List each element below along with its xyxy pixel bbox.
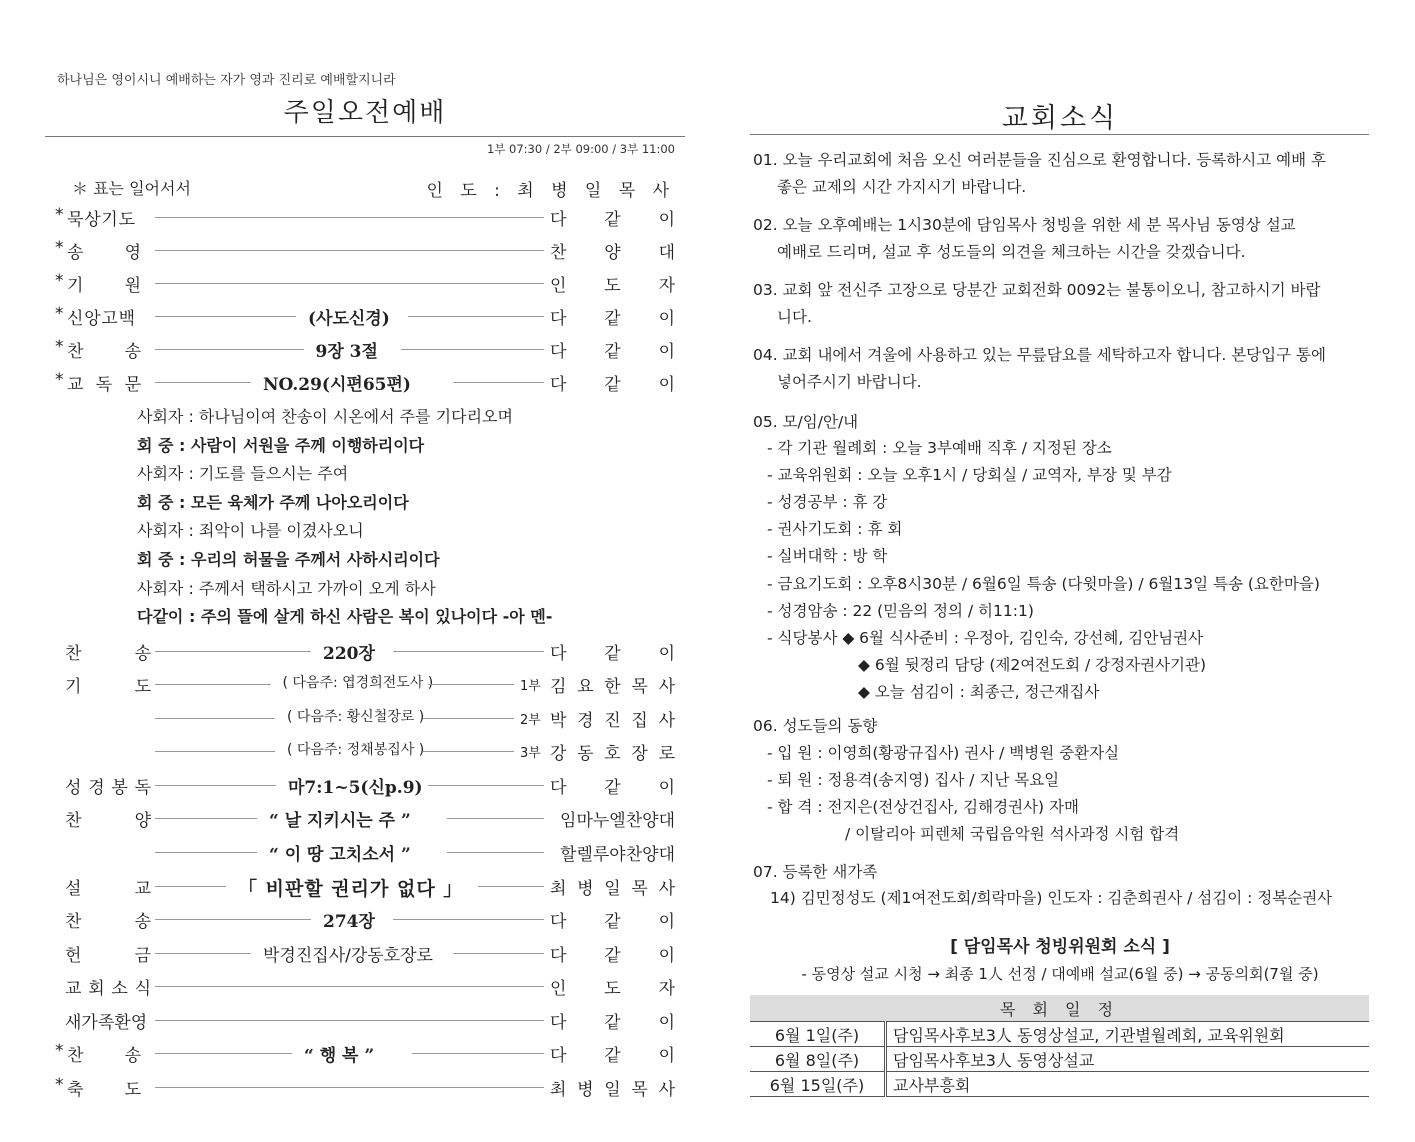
leader-line-text: 사회자 : 하나님이여 찬송이 시온에서 주를 기다리오며 [137, 407, 513, 426]
order-label: 성 경 봉 독 [65, 778, 151, 798]
order-person: 찬 양 대 [550, 243, 675, 263]
order-label: 설 교 [65, 879, 151, 899]
order-row [55, 806, 675, 836]
order-label: * 찬 송 [55, 337, 141, 362]
leader-line [155, 1087, 544, 1088]
order-detail: 박경진집사/강동호장로 [263, 946, 433, 966]
leader-line-text: 사회자 : 주께서 택하시고 가까이 오게 하사 [137, 578, 436, 598]
order-row [55, 370, 675, 400]
leader-line [393, 919, 544, 920]
leader-line [155, 684, 271, 685]
order-person: 다 같 이 [550, 644, 675, 664]
leader-line [412, 1053, 544, 1054]
order-person: 임마누엘찬양대 [560, 811, 675, 831]
leader-line [447, 852, 544, 853]
n06-extra: / 이탈리아 피렌체 국립음악원 석사과정 시험 합격 [845, 825, 1180, 843]
order-label: * 신 앙 고 백 [55, 304, 135, 329]
order-person: 다 같 이 [550, 210, 675, 230]
leader-line [155, 316, 296, 317]
leader-label: 인 도 : [426, 181, 506, 201]
order-row [55, 706, 675, 736]
worship-leader [426, 176, 675, 201]
order-label: 교 회 소 식 [65, 979, 151, 999]
leader-line-text: 사회자 : 죄악이 나를 이겼사오니 [137, 521, 364, 541]
order-person: 다 같 이 [550, 1046, 675, 1066]
order-detail: NO.29(시편65편) [263, 375, 411, 395]
order-person: 다 같 이 [550, 375, 675, 395]
order-row [55, 304, 675, 334]
congregation-line: 회 중 : 모든 육체가 주께 나아오리이다 [137, 492, 409, 512]
leader-line [155, 349, 304, 350]
order-detail: “ 이 땅 고치소서 ” [269, 845, 411, 865]
leader-line [155, 250, 544, 251]
meeting-item: - 각 기관 월례회 : 오늘 3부예배 직후 / 지정된 장소 [767, 439, 1112, 457]
leader-line [155, 1020, 544, 1021]
leader-line [155, 283, 544, 284]
leader-line [447, 818, 544, 819]
n05-title: 05. 모/임/안/내 [753, 413, 859, 431]
order-row [55, 974, 675, 1004]
schedule-date: 6월 15일(주) [750, 1072, 886, 1097]
news-item [753, 277, 1365, 331]
congregation-line: 회 중 : 우리의 허물을 주께서 사하시리이다 [137, 550, 440, 569]
leader-line [401, 349, 545, 350]
order-row [55, 337, 675, 367]
news-continuation: 넣어주시기 바랍니다. [777, 373, 922, 391]
order-label: * 찬 송 [55, 1041, 141, 1066]
committee-title: [ 담임목사 청빙위원회 소식 ] [950, 937, 1170, 957]
order-person: 다 같 이 [550, 912, 675, 932]
news-item [753, 342, 1365, 396]
order-person: 다 같 이 [550, 946, 675, 966]
schedule-desc: 담임목사후보3人 동영상설교, 기관별월례회, 교육위원회 [886, 1022, 1370, 1047]
leader-line [155, 818, 257, 819]
order-row [55, 271, 675, 301]
meeting-item: - 교육위원회 : 오늘 오후1시 / 당회실 / 교역자, 부장 및 부감 [767, 466, 1172, 485]
schedule-row [750, 1072, 1369, 1097]
order-label: * 기 원 [55, 271, 141, 296]
leader-line [453, 382, 544, 383]
order-row [55, 639, 675, 669]
news-title: 교회소식 [1001, 103, 1119, 134]
meeting-item: - 실버대학 : 방 학 [767, 547, 888, 566]
meeting-item: - 권사기도회 : 휴 회 [767, 520, 903, 539]
news-continuation: 좋은 교제의 시간 가지시기 바랍니다. [777, 178, 1027, 196]
leader-line [155, 1053, 292, 1054]
order-detail: ( 다음주: 황신철장로 ) [287, 709, 425, 725]
n05-extra-1: ◆ 6월 뒷정리 담당 (제2여전도회 / 강정자권사기관) [858, 656, 1207, 674]
order-row [55, 739, 675, 769]
service-number: 2부 [520, 713, 541, 728]
order-person: 다 같 이 [550, 309, 675, 329]
schedule-header: 목 회 일 정 [750, 995, 1369, 1022]
order-row [55, 238, 675, 268]
congregation-line: 회 중 : 사람이 서원을 주께 이행하리이다 [137, 435, 425, 455]
member-news-item: - 입 원 : 이영희(황광규집사) 권사 / 백병원 중환자실 [767, 744, 1120, 762]
n07-item: 14) 김민정성도 (제1여전도회/희락마을) 인도자 : 김춘희권사 / 섬김이 : 정복순권사 [770, 889, 1333, 907]
order-person: 다 같 이 [550, 1013, 675, 1033]
order-detail: (사도신경) [308, 309, 390, 329]
order-person: 최 병 일 목 사 [550, 1080, 675, 1100]
order-row [55, 874, 675, 904]
leader-line [155, 852, 257, 853]
schedule-desc: 담임목사후보3人 동영상설교 [886, 1047, 1370, 1072]
schedule-date: 6월 1일(주) [750, 1022, 886, 1047]
order-person: 인 도 자 [550, 276, 675, 296]
order-label: 찬 송 [65, 644, 151, 664]
service-number: 3부 [520, 746, 541, 761]
order-label: * 송 영 [55, 238, 141, 263]
schedule-date: 6월 8일(주) [750, 1047, 886, 1072]
order-row [55, 1041, 675, 1071]
order-person: 할렐루야찬양대 [560, 845, 675, 865]
order-row [55, 840, 675, 870]
leader-line [155, 919, 311, 920]
verse-header: 하나님은 영이시니 예배하는 자가 영과 진리로 예배할지니라 [57, 73, 396, 88]
congregation-line: 다같이 : 주의 뜰에 살게 하신 사람은 복이 있나이다 -아 멘- [137, 607, 553, 627]
news-divider [750, 134, 1369, 135]
standing-note: ＊ 표는 일어서서 [72, 179, 191, 198]
order-detail: 220장 [323, 644, 375, 664]
leader-line [423, 751, 514, 752]
leader-line [155, 651, 311, 652]
news-first-line: 01. 오늘 우리교회에 처음 오신 여러분들을 진심으로 환영합니다. 등록하시고 예배 후 [753, 151, 1326, 169]
order-detail: 9장 3절 [315, 342, 378, 362]
member-news-item: - 퇴 원 : 정용격(송지영) 집사 / 지난 목요일 [767, 771, 1060, 789]
order-label: 찬 송 [65, 912, 151, 932]
news-item [753, 147, 1365, 201]
order-label: 기 도 [65, 677, 151, 697]
leader-line [453, 953, 544, 954]
n06-title: 06. 성도들의 동향 [753, 717, 878, 735]
leader-line [423, 718, 514, 719]
leader-line [155, 886, 226, 887]
order-person: 다 같 이 [550, 342, 675, 362]
order-detail: 마7:1~5(신p.9) [288, 778, 423, 798]
leader-line [428, 785, 544, 786]
leader-line [478, 886, 544, 887]
leader-line [155, 217, 544, 218]
n07-title: 07. 등록한 새가족 [753, 863, 878, 881]
schedule-desc: 교사부흥회 [886, 1072, 1370, 1097]
order-detail: ( 다음주: 정채봉집사 ) [287, 742, 425, 758]
leader-name: 최 병 일 목 사 [517, 181, 675, 201]
order-detail: “ 행 복 ” [304, 1046, 375, 1066]
news-first-line: 02. 오늘 오후예배는 1시30분에 담임목사 청빙을 위한 세 분 목사님 동영상 설교 [753, 216, 1296, 234]
n05-extra-2: ◆ 오늘 섬김이 : 최종근, 정근재집사 [858, 683, 1100, 701]
meeting-item: - 식당봉사 ◆ 6월 식사준비 : 우정아, 김인숙, 강선혜, 김안님권사 [767, 628, 1204, 647]
schedule-row [750, 1047, 1369, 1072]
meeting-item: - 성경공부 : 휴 강 [767, 493, 888, 512]
order-label: * 축 도 [55, 1075, 141, 1100]
leader-line [393, 651, 544, 652]
order-row [55, 941, 675, 971]
title-divider [45, 136, 685, 137]
order-row [55, 1075, 675, 1105]
leader-line [155, 718, 275, 719]
meeting-item: - 성경암송 : 22 (믿음의 정의 / 히11:1) [767, 601, 1034, 620]
order-row [55, 773, 675, 803]
service-times: 1부 07:30 / 2부 09:00 / 3부 11:00 [486, 142, 675, 156]
news-item [753, 212, 1365, 266]
order-row [55, 672, 675, 702]
order-person: 박 경 진 집 사 [550, 711, 675, 731]
order-label: 찬 양 [65, 811, 151, 831]
order-person: 인 도 자 [550, 979, 675, 999]
worship-title: 주일오전예배 [283, 98, 447, 128]
order-row [55, 205, 675, 235]
service-number: 1부 [520, 679, 541, 694]
news-first-line: 04. 교회 내에서 겨울에 사용하고 있는 무릎담요를 세탁하고자 합니다. 본당입구 통에 [753, 346, 1326, 364]
order-label: 헌 금 [65, 946, 151, 966]
leader-line [428, 684, 515, 685]
order-person: 강 동 호 장 로 [550, 744, 675, 764]
schedule-row [750, 1022, 1369, 1047]
meeting-item: - 금요기도회 : 오후8시30분 / 6월6일 특송 (다윗마을) / 6월13일 특송 (요한마을) [767, 574, 1320, 593]
order-label: * 교 독 문 [55, 370, 141, 395]
order-row [55, 907, 675, 937]
leader-line [408, 316, 544, 317]
news-continuation: 예배로 드리며, 설교 후 성도들의 의견을 체크하는 시간을 갖겠습니다. [777, 243, 1246, 261]
leader-line [155, 382, 251, 383]
order-detail: 274장 [323, 912, 375, 932]
order-detail: ( 다음주: 엽경희전도사 ) [282, 675, 434, 691]
committee-line: - 동영상 설교 시청 → 최종 1人 선정 / 대예배 설교(6월 중) → 공동의회(7월 중) [801, 965, 1319, 983]
order-label: 새가족환영 [65, 1013, 148, 1033]
order-detail: 「 비판할 권리가 없다 」 [238, 878, 464, 900]
order-label: * 묵 상 기 도 [55, 205, 135, 230]
order-person: 김 요 한 목 사 [550, 677, 675, 697]
order-person: 다 같 이 [550, 778, 675, 798]
order-row [55, 1008, 675, 1038]
leader-line [155, 953, 251, 954]
leader-line [155, 785, 276, 786]
news-first-line: 03. 교회 앞 전신주 고장으로 당분간 교회전화 0092는 불통이오니, 참고하시기 바랍 [753, 281, 1321, 299]
news-continuation: 니다. [777, 308, 812, 326]
leader-line-text: 사회자 : 기도를 들으시는 주여 [137, 464, 349, 484]
leader-line [155, 986, 544, 987]
order-detail: “ 날 지키시는 주 ” [269, 811, 411, 831]
leader-line [155, 751, 275, 752]
member-news-item: - 합 격 : 전지은(전상건집사, 김해경권사) 자매 [767, 798, 1079, 816]
schedule-table [750, 995, 1369, 1097]
order-person: 최 병 일 목 사 [550, 879, 675, 899]
